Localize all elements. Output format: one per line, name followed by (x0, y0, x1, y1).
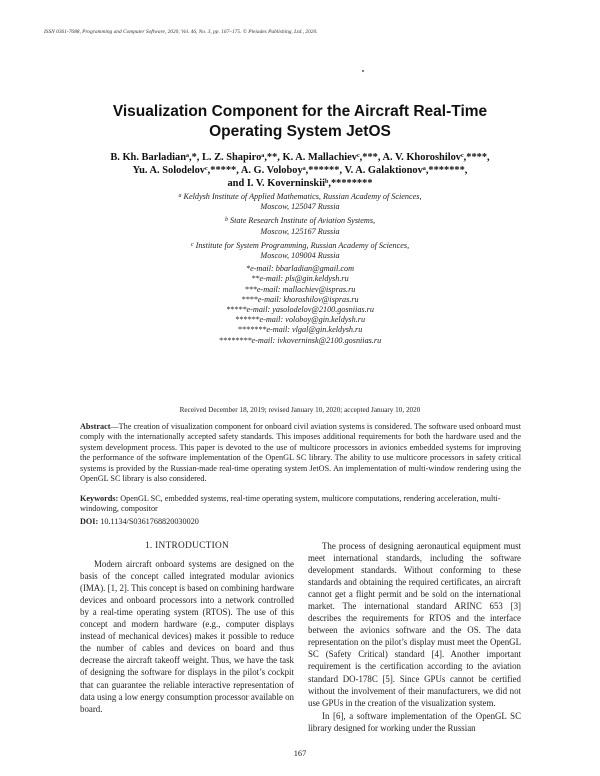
affiliations (90, 191, 510, 346)
affiliation-sup: c (190, 241, 194, 248)
authors-line-1: B. Kh. Barladianᵃ,*, L. Z. Shapiroᵃ,**, K. A. Mallachievᶜ,***, A. V. Khoroshilovᶜ,****, (110, 152, 490, 163)
paper-title (50, 102, 550, 142)
email-link[interactable]: ***e-mail: mallachiev@ispras.ru (244, 284, 356, 294)
left-column (80, 540, 294, 716)
abstract-text: —The creation of visualization component for onboard civil aviation systems is considered. The software used onboard must comply with the internationally accepted safety standards. This imposes additional requirements for both the hardware used and the system development process. This paper is devoted to the use of multicore processors in avionics embedded systems for improving the performance of the software implementation of the OpenGL SC library. The ability to use multicore processors in safety critical systems is provided by the Russian-made real-time operating system JetOS. An implementation of multi-window rendering using the OpenGL SC library is also considered. (80, 422, 521, 484)
doi (80, 517, 199, 526)
email-link[interactable]: ********e-mail: ivkoverninsk@2100.gosniias.ru (218, 335, 382, 345)
authors-line-3: and I. V. Koverninskiiᵇ,******** (227, 178, 373, 189)
affiliation-c (90, 240, 510, 261)
email-link[interactable]: ****e-mail: khoroshilov@ispras.ru (241, 294, 359, 304)
authors-line-2: Yu. A. Solodelovᶜ,*****, A. G. Voloboyᵃ,******, V. A. Galaktionovᵃ,*******, (132, 165, 468, 176)
keywords-text: OpenGL SC, embedded systems, real-time operating system, multicore computations, rendering acceleration, multi-windowing, compositor (80, 494, 501, 514)
author-list (60, 151, 540, 190)
doi-label: DOI: (80, 517, 99, 526)
doi-link[interactable]: 10.1134/S0361768820030020 (98, 517, 199, 526)
keywords (80, 494, 521, 515)
affiliation-line: State Research Institute of Aviation Systems, (229, 216, 376, 226)
journal-header: ISSN 0361-7688, Programming and Computer Software, 2020, Vol. 46, No. 3, pp. 167–175. © Pleiades Publishing, Ltd., 2020. (44, 29, 318, 35)
received-dates: Received December 18, 2019; revised January 10, 2020; accepted January 10, 2020 (179, 406, 421, 414)
body-paragraph: The process of designing aeronautical equipment must meet international standards, including the software development standards. Without conforming to these standards and obtaining the required certificates, an aircraft cannot get a flight permit and be sold on the international market. The international standard ARINC 653 [3] describes the requirements for RTOS and the interface between the avionics software and the OS. The data representation on the pilot’s display must meet the OpenGL SC (Safety Critical) standard [4]. Another important requirement is the certification according to the aviation standard DO-178C [5]. Since GPUs cannot be certified without the involvement of their manufacturers, we did not use GPUs in the creation of the visualization system. (308, 541, 521, 708)
affiliation-sup: b (224, 217, 228, 224)
body-paragraph: Modern aircraft onboard systems are designed on the basis of the concept called integrated modular avionics (IMA). [1, 2]. This concept is based on combining hardware devices and onboard processors into a network controlled by a real-time operating system (RTOS). The use of this concept and modern hardware (e.g., computer displays instead of mechanical devices) makes it possible to reduce the number of cables and devices on board and thus decrease the aircraft takeoff weight. Thus, we have the task of designing the software for displays in the pilot’s cockpit that can guarantee the reliable interactive representation of data using a low energy consumption processor available on board. (80, 559, 294, 714)
email-link[interactable]: *****e-mail: yasolodelov@2100.gosniias.ru (226, 305, 374, 315)
affiliation-a (90, 191, 510, 212)
affiliation-b (90, 215, 510, 236)
abstract (80, 422, 521, 484)
affiliation-sup: a (178, 193, 182, 199)
section-heading: 1. INTRODUCTION (144, 541, 230, 551)
title-line-1: Visualization Component for the Aircraft Real-Time (112, 103, 488, 120)
decorative-dot (362, 70, 364, 72)
abstract-label: Abstract (80, 422, 111, 431)
email-link[interactable]: *******e-mail: vlgal@gin.keldysh.ru (237, 325, 363, 335)
page-number: 167 (293, 749, 307, 758)
keywords-label: Keywords: (80, 494, 119, 503)
affiliation-line: Keldysh Institute of Applied Mathematics, Russian Academy of Sciences, (183, 192, 422, 201)
affiliation-line: Moscow, 125167 Russia (260, 226, 340, 236)
email-list (90, 264, 510, 346)
affiliation-line: Institute for System Programming, Russian Academy of Sciences, (195, 240, 410, 250)
right-column (308, 540, 521, 735)
title-line-2: Operating System JetOS (209, 123, 391, 140)
email-link[interactable]: **e-mail: pls@gin.keldysh.ru (251, 274, 349, 284)
email-link[interactable]: *e-mail: bbarladian@gmail.com (245, 264, 355, 274)
email-link[interactable]: ******e-mail: voloboy@gin.keldysh.ru (234, 315, 366, 325)
affiliation-line: Moscow, 109004 Russia (260, 251, 340, 261)
body-paragraph: In [6], a software implementation of the OpenGL SC library designed for working under the Russian (308, 710, 521, 733)
affiliation-line: Moscow, 125047 Russia (260, 202, 340, 212)
